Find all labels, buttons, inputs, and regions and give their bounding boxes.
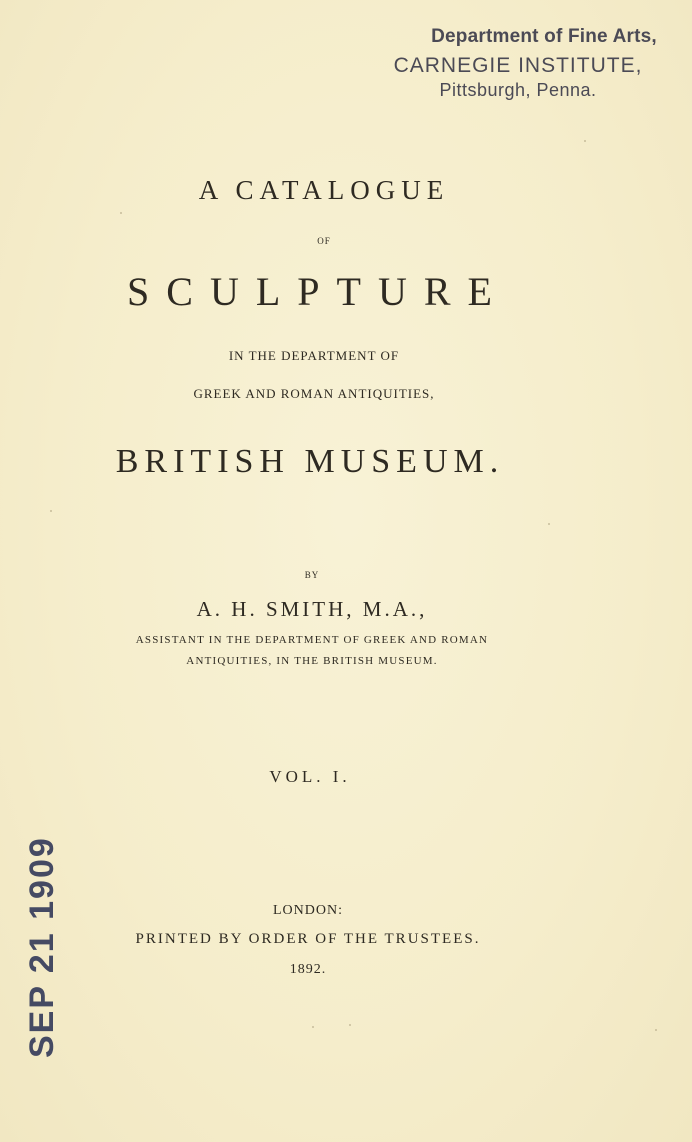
title-british-museum: BRITISH MUSEUM. — [115, 443, 505, 480]
stamp-department: Department of Fine Arts, — [431, 26, 657, 47]
accession-date-stamp: SEP 21 1909 — [23, 836, 61, 1058]
title-greek-roman: GREEK AND ROMAN ANTIQUITIES, — [193, 386, 435, 401]
title-a-catalogue: A CATALOGUE — [198, 175, 450, 205]
paper-speck — [548, 523, 550, 525]
paper-speck — [312, 1026, 314, 1028]
author-name: A. H. SMITH, M.A., — [196, 597, 428, 621]
paper-speck — [120, 212, 122, 214]
title-of: OF — [317, 236, 331, 246]
title-sculpture: SCULPTURE — [127, 269, 509, 314]
paper-speck — [349, 1024, 351, 1026]
imprint-place: LONDON: — [273, 903, 343, 918]
imprint-printer: PRINTED BY ORDER OF THE TRUSTEES. — [135, 931, 481, 947]
author-by: BY — [304, 570, 320, 580]
author-position-line1: ASSISTANT IN THE DEPARTMENT OF GREEK AND ROMAN — [135, 634, 489, 646]
stamp-city: Pittsburgh, Penna. — [439, 80, 597, 100]
title-department: IN THE DEPARTMENT OF — [228, 348, 400, 363]
library-stamp — [358, 26, 678, 101]
volume-label: VOL. I. — [269, 767, 351, 786]
paper-speck — [584, 140, 586, 142]
imprint-year: 1892. — [289, 962, 327, 977]
author-position-line2: ANTIQUITIES, IN THE BRITISH MUSEUM. — [186, 655, 438, 667]
paper-speck — [50, 510, 52, 512]
stamp-institute: CARNEGIE INSTITUTE, — [393, 54, 643, 77]
paper-speck — [655, 1029, 657, 1031]
